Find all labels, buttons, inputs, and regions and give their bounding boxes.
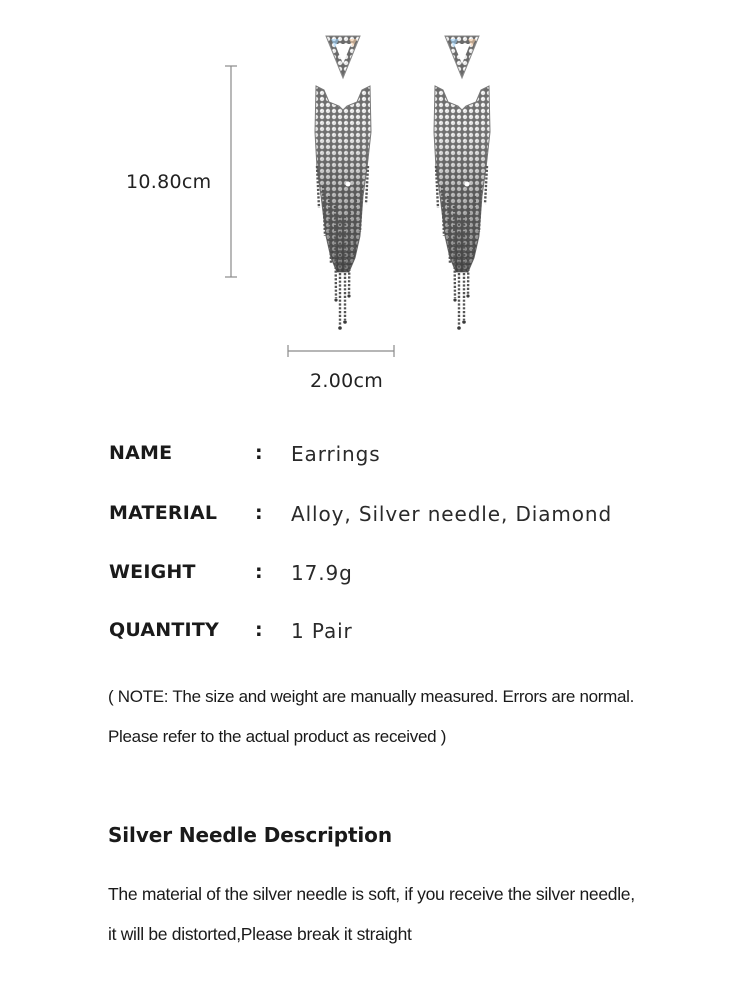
spec-colon: : [255,442,263,464]
spec-colon: : [255,619,263,641]
measurement-note-line-2: Please refer to the actual product as received ) [108,727,447,746]
spec-row-weight [0,561,750,591]
spec-key: MATERIAL [109,502,218,524]
width-dimension-line [288,345,394,357]
spec-row-material [0,502,750,532]
right-earring [434,36,490,330]
spec-colon: : [255,502,263,524]
width-dimension-label: 2.00cm [310,370,384,392]
height-dimension-line [225,66,237,277]
spec-value: 1 Pair [291,619,353,643]
spec-key: QUANTITY [109,619,219,641]
measurement-note-line-1: ( NOTE: The size and weight are manually measured. Errors are normal. [108,687,635,706]
spec-colon: : [255,561,263,583]
spec-key: WEIGHT [109,561,196,583]
spec-value: Alloy, Silver needle, Diamond [291,502,613,526]
height-dimension-label: 10.80cm [126,171,212,193]
spec-row-name [0,442,750,472]
spec-value: 17.9g [291,561,353,585]
silver-needle-heading: Silver Needle Description [108,823,392,847]
spec-key: NAME [109,442,173,464]
silver-needle-description-line-1: The material of the silver needle is soft, if you receive the silver needle, [108,884,635,904]
left-earring [315,36,371,330]
earrings-product-image [0,0,750,400]
silver-needle-description-line-2: it will be distorted,Please break it straight [108,924,412,944]
spec-row-quantity [0,619,750,649]
spec-value: Earrings [291,442,381,466]
